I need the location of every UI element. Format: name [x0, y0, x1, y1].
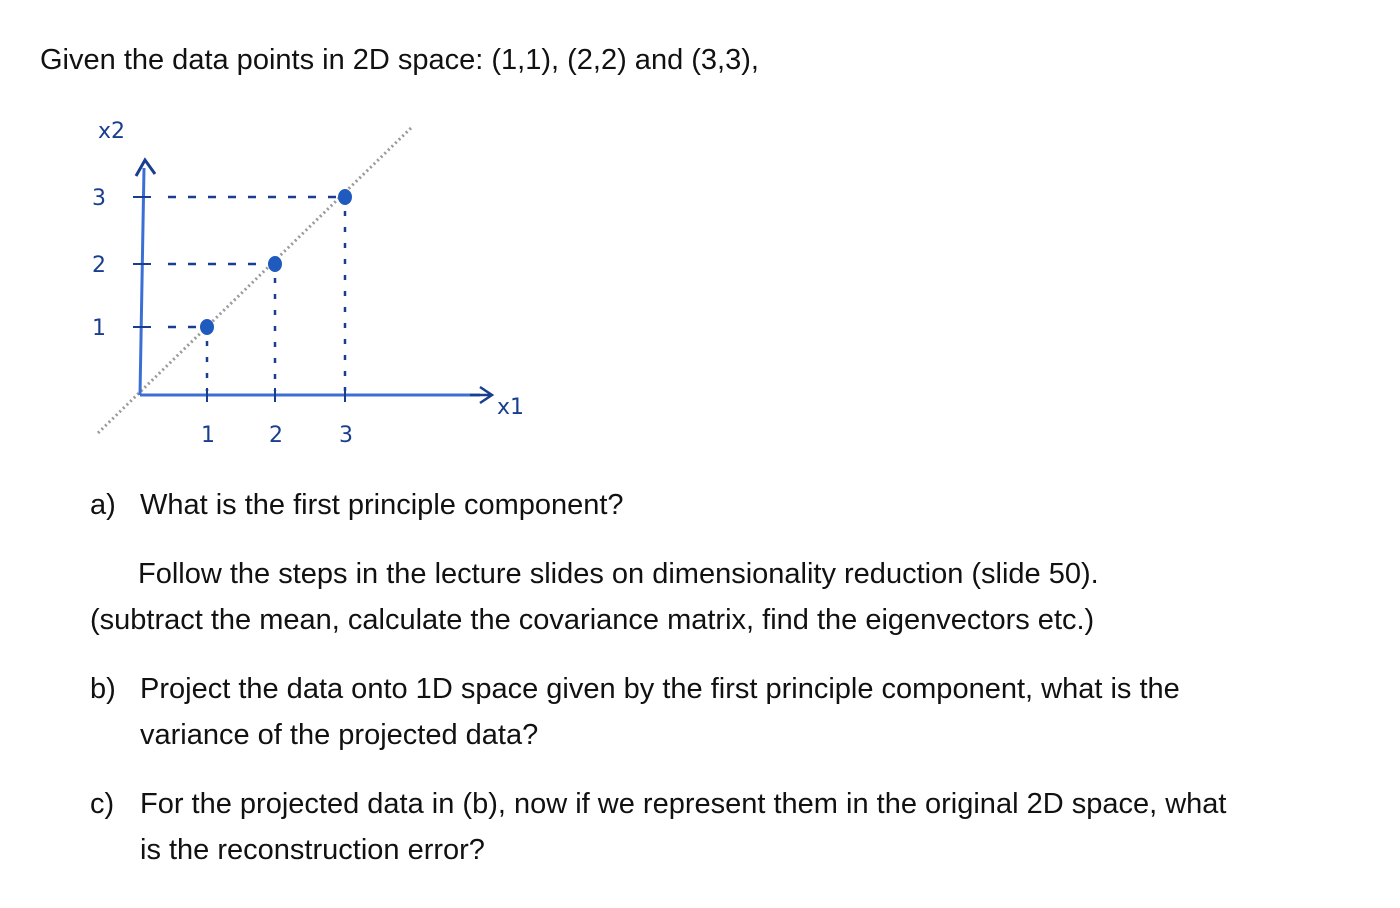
- question-a-label: a): [90, 489, 116, 521]
- x-tick-label-2: 2: [269, 423, 283, 448]
- question-c-line1: For the projected data in (b), now if we represent them in the original 2D space, what: [140, 788, 1227, 820]
- axis-labels: [92, 119, 524, 448]
- axis-ticks: [133, 197, 345, 402]
- x-axis-label: x1: [497, 395, 525, 420]
- data-point-1: [200, 319, 214, 335]
- projection-guides: [168, 197, 345, 391]
- question-c-line2: is the reconstruction error?: [140, 834, 485, 866]
- intro-text: Given the data points in 2D space: (1,1), (2,2) and (3,3),: [40, 44, 759, 76]
- question-b-line1: Project the data onto 1D space given by the first principle component, what is the: [140, 673, 1180, 705]
- y-axis-arrowhead: [136, 160, 155, 176]
- question-a-note-line2: (subtract the mean, calculate the covariance matrix, find the eigenvectors etc.): [90, 604, 1095, 636]
- question-a-text: What is the first principle component?: [140, 489, 624, 521]
- y-tick-label-2: 2: [92, 253, 106, 278]
- x-axis-arrowhead: [470, 387, 492, 403]
- x-tick-label-3: 3: [339, 423, 353, 448]
- x-tick-label-1: 1: [201, 423, 215, 448]
- data-point-3: [338, 189, 352, 205]
- data-point-2: [268, 256, 282, 272]
- y-axis: [140, 168, 144, 395]
- y-tick-label-3: 3: [92, 186, 106, 211]
- y-axis-label: x2: [98, 119, 126, 144]
- question-b-line2: variance of the projected data?: [140, 719, 539, 751]
- question-a-note-line1: Follow the steps in the lecture slides on dimensionality reduction (slide 50).: [138, 558, 1099, 590]
- y-tick-label-1: 1: [92, 316, 106, 341]
- question-c-label: c): [90, 788, 115, 820]
- question-b-label: b): [90, 673, 116, 705]
